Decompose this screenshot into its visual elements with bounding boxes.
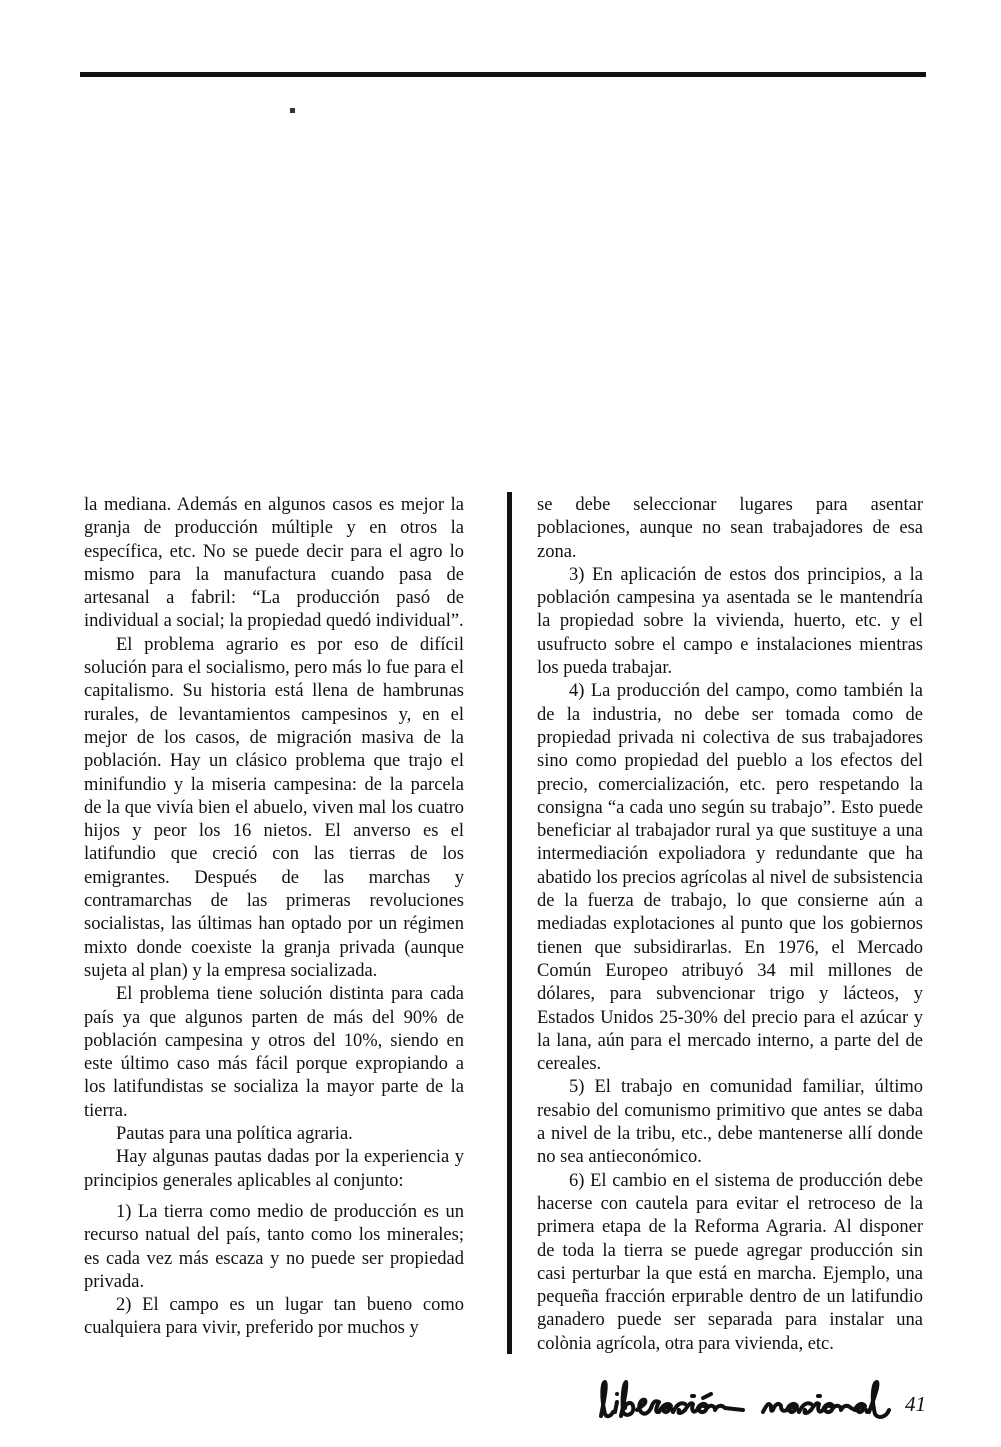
column-divider: [507, 492, 512, 1354]
page-footer: [580, 1376, 926, 1426]
paragraph: 3) En aplicación de estos dos principios, a la población campesina ya asentada se le mantendría la propiedad sobre la vivienda, huerto, etc. y el usufructo sobre el campo e instalaciones mientras los pueda trabajar.: [537, 564, 923, 679]
page-number: 41: [905, 1391, 926, 1416]
left-column: [84, 494, 464, 1341]
section-heading: Pautas para una política agraria.: [116, 1124, 353, 1145]
paragraph: la mediana. Además en algunos casos es mejor la granja de producción múltiple y en otros la específica, etc. No se puede decir para el agro lo mismo para la manufactura cuando pasa de artesanal a fabril: “La producción pasó de individual a social; la propiedad quedó individual”.: [84, 495, 464, 632]
paragraph: 5) El trabajo en comunidad familiar, último resabio del comunismo primitivo que antes se daba a nivel de la tribu, etc., debe mantenerse allí donde no sea antieconómico.: [537, 1077, 923, 1168]
paragraph: 6) El cambio en el sistema de producción debe hacerse con cautela para evitar el retroceso de la primera etapa de la Reforma Agraria. Al disponer de toda la tierra se puede agregar producción sin casi perturbar la que está en marcha. Ejemplo, una pequeña fracción erригable dentro de un latifundio ganadero puede ser separada para instalar una colònia agrícola, otra para vivienda, etc.: [537, 1170, 923, 1354]
right-column: [537, 494, 923, 1356]
top-rule: [80, 72, 926, 77]
paragraph: 1) La tierra como medio de producción es un recurso natual del país, tanto como los minerales; es cada vez más escaza y no puede ser propiedad privada.: [84, 1201, 464, 1292]
paragraph: Hay algunas pautas dadas por la experiencia y principios generales aplicables al conjunto:: [84, 1147, 464, 1191]
print-speck: [290, 108, 295, 113]
paragraph: 2) El campo es un lugar tan bueno como cualquiera para vivir, preferido por muchos y: [84, 1295, 464, 1339]
paragraph: se debe seleccionar lugares para asentar poblaciones, aunque no sean trabajadores de esa zona.: [537, 495, 923, 562]
paragraph: El problema agrario es por eso de difícil solución para el socialismo, pero más lo fue para el capitalismo. Su historia está llena de hambrunas rurales, de levantamientos campesinos y, en el mejor de los casos, de migración masiva de la población. Hay un clásico problema que trajo el minifundio y la miseria campesina: de la parcela de la que vivía bien el abuelo, viven mal los cuatro hijos y peor los 16 nietos. El anverso es el latifundio que creció con las tierras de los emigrantes. Después de las marchas y contramarchas de las primeras revoluciones socialistas, las últimas han optado por un régimen mixto donde coexiste la granja privada (aunque sujeta al plan) y la empresa socializada.: [84, 634, 464, 981]
paragraph: El problema tiene solución distinta para cada país ya que algunos parten de más del 90% de población campesina y otros del 10%, siendo en este último caso más fácil porque expropiando a los latifundistas se socializa la mayor parte de la tierra.: [84, 984, 464, 1121]
paragraph: 4) La producción del campo, como también la de la industria, no debe ser tomada como de propiedad privada ni colectiva de sus trabajadores sino como propiedad del pueblo a los efectos del precio, comercialización, etc. pero respetando la consigna “a cada uno según su trabajo”. Esto puede beneficiar al trabajador rural ya que sustituye a una intermediación expoliadora y redundante que ha abatido los precios agrícolas al nivel de subsistencia de la fuerza de trabajo, lo que consierne aún a mediadas explotaciones al punto que los gobiernos tienen que subsidirarlas. En 1976, el Mercado Común Europeo atribuyó 34 mil millones de dólares, para subvencionar trigo y lácteos, y Estados Unidos 25-30% del precio para el azúcar y la lana, aún para el mercado interno, a parte del de cereales.: [537, 681, 923, 1075]
masthead-logo: [593, 1376, 893, 1426]
